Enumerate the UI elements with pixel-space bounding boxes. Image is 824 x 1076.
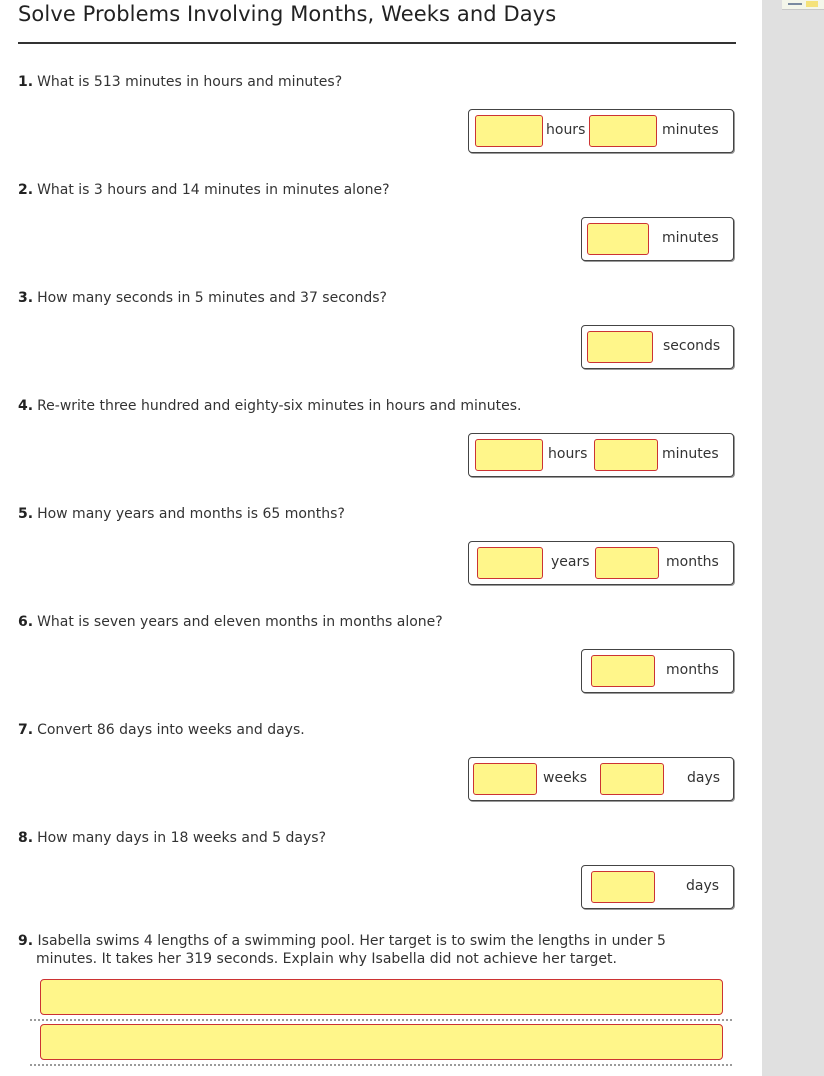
question-4 <box>18 398 521 414</box>
thumbnail-text <box>788 3 802 5</box>
dotted-rule <box>30 1019 732 1021</box>
unit-label: hours <box>548 446 588 462</box>
months-input[interactable] <box>595 547 659 579</box>
question-number: 7. <box>18 722 34 738</box>
unit-label: seconds <box>663 338 721 354</box>
unit-label: months <box>666 662 719 678</box>
question-text: Isabella swims 4 lengths of a swimming pool. Her target is to swim the lengths in under 5 <box>37 933 666 949</box>
question-2 <box>18 182 390 198</box>
months-input[interactable] <box>591 655 655 687</box>
unit-label: hours <box>546 122 586 138</box>
question-6 <box>18 614 443 630</box>
question-number: 2. <box>18 182 34 198</box>
answer-box-8 <box>581 865 734 909</box>
answer-box-6 <box>581 649 734 693</box>
answer-line-1-input[interactable] <box>40 979 723 1015</box>
hours-input[interactable] <box>475 115 543 147</box>
question-number: 1. <box>18 74 34 90</box>
days-input[interactable] <box>591 871 655 903</box>
answer-box-5 <box>468 541 734 585</box>
unit-label: days <box>686 878 720 894</box>
question-number: 3. <box>18 290 34 306</box>
answer-line-2-input[interactable] <box>40 1024 723 1060</box>
unit-label: minutes <box>662 122 719 138</box>
question-text: How many years and months is 65 months? <box>37 506 345 522</box>
question-number: 9. <box>18 933 34 949</box>
unit-label: minutes <box>662 446 719 462</box>
question-text: What is 513 minutes in hours and minutes? <box>37 74 343 90</box>
unit-label: weeks <box>543 770 588 786</box>
question-text: How many seconds in 5 minutes and 37 seconds? <box>37 290 387 306</box>
question-text: What is 3 hours and 14 minutes in minutes alone? <box>37 182 390 198</box>
page-title: Solve Problems Involving Months, Weeks and Days <box>18 2 557 26</box>
thumbnail-highlight <box>806 1 818 7</box>
question-1 <box>18 74 342 90</box>
question-5 <box>18 506 345 522</box>
question-8 <box>18 830 326 846</box>
viewer-sidebar <box>762 0 824 1076</box>
dotted-rule <box>30 1064 732 1066</box>
answer-box-1 <box>468 109 734 153</box>
minutes-input[interactable] <box>589 115 657 147</box>
question-text: Convert 86 days into weeks and days. <box>37 722 305 738</box>
question-7 <box>18 722 305 738</box>
seconds-input[interactable] <box>587 331 653 363</box>
question-text: How many days in 18 weeks and 5 days? <box>37 830 327 846</box>
unit-label: years <box>551 554 590 570</box>
question-number: 6. <box>18 614 34 630</box>
minutes-input[interactable] <box>594 439 658 471</box>
question-9 <box>18 932 666 968</box>
weeks-input[interactable] <box>473 763 537 795</box>
minutes-input[interactable] <box>587 223 649 255</box>
question-number: 8. <box>18 830 34 846</box>
page-thumbnail[interactable] <box>782 0 824 10</box>
question-number: 5. <box>18 506 34 522</box>
days-input[interactable] <box>600 763 664 795</box>
answer-box-4 <box>468 433 734 477</box>
hours-input[interactable] <box>475 439 543 471</box>
question-9-line-2: minutes. It takes her 319 seconds. Explain why Isabella did not achieve her target. <box>36 951 617 967</box>
title-underline <box>18 42 736 44</box>
answer-box-7 <box>468 757 734 801</box>
question-text: Re-write three hundred and eighty-six minutes in hours and minutes. <box>37 398 522 414</box>
unit-label: months <box>666 554 719 570</box>
question-3 <box>18 290 387 306</box>
answer-box-3 <box>581 325 734 369</box>
unit-label: days <box>687 770 721 786</box>
question-text: What is seven years and eleven months in months alone? <box>37 614 443 630</box>
unit-label: minutes <box>662 230 719 246</box>
question-9-line-1 <box>18 932 666 950</box>
answer-box-2 <box>581 217 734 261</box>
question-number: 4. <box>18 398 34 414</box>
years-input[interactable] <box>477 547 543 579</box>
